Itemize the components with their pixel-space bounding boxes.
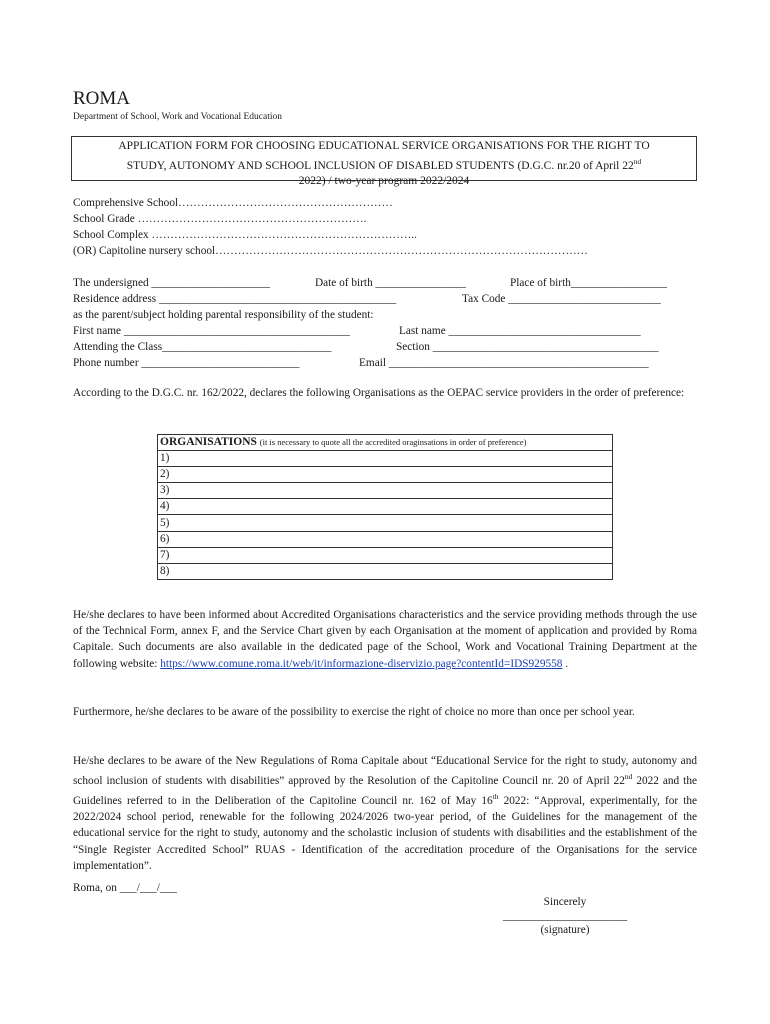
declaration-intro: According to the D.G.C. nr. 162/2022, declares the following Organisations as the OEPAC service providers in the order of preference:: [73, 387, 685, 399]
organisations-header: ORGANISATIONS (it is necessary to quote all the accredited oraginsations in order of preference): [158, 435, 613, 451]
last-name-field[interactable]: Last name __________________________________: [399, 325, 641, 337]
class-field[interactable]: Attending the Class______________________________: [73, 341, 332, 353]
department-name: Department of School, Work and Vocational Education: [73, 112, 282, 122]
organisation-row[interactable]: 4): [158, 499, 613, 515]
place-date-field[interactable]: Roma, on ___/___/___: [73, 882, 177, 894]
organisation-row[interactable]: 5): [158, 515, 613, 531]
first-name-field[interactable]: First name ________________________________________: [73, 325, 350, 337]
organisation-row[interactable]: 1): [158, 451, 613, 467]
organisation-row[interactable]: 3): [158, 483, 613, 499]
form-title-box: [71, 136, 697, 187]
signature-line[interactable]: ______________________: [502, 910, 628, 922]
undersigned-field[interactable]: The undersigned _____________________: [73, 277, 271, 289]
form-title-line: APPLICATION FORM FOR CHOOSING EDUCATIONAL SERVICE ORGANISATIONS FOR THE RIGHT TO: [118, 140, 650, 152]
signature-label: (signature): [540, 924, 590, 936]
school-grade-field[interactable]: School Grade …………………………………………………….: [73, 213, 367, 225]
form-title-line: 2022) / two-year program 2022/2024: [298, 174, 470, 187]
organisation-row[interactable]: 6): [158, 531, 613, 547]
organisation-row[interactable]: 8): [158, 563, 613, 579]
service-info-link[interactable]: https://www.comune.roma.it/web/it/informazione-diservizio.page?contentId=IDS929558: [160, 657, 563, 670]
comprehensive-school-field[interactable]: Comprehensive School…………………………………………………: [73, 197, 393, 209]
choice-paragraph: Furthermore, he/she declares to be aware of the possibility to exercise the right of choice no more than once per school year.: [73, 706, 635, 718]
phone-field[interactable]: Phone number ____________________________: [73, 357, 300, 369]
closing-sincerely: Sincerely: [543, 896, 587, 908]
information-paragraph: He/she declares to have been informed about Accredited Organisations characteristics and the service providing methods through the use of the Technical Form, annex F, and the Service Chart given by each Organisation at the moment of application and provided by Roma Capitale. Such documents are also available in the dedicated page of the School, Work and Vocational Training Department at the following website: https://www.comune.roma.it/web/it/informazione-diservizio.page?contentId=IDS929558 .: [73, 609, 697, 670]
place-of-birth-field[interactable]: Place of birth_________________: [510, 277, 667, 289]
page-title: ROMA: [73, 88, 131, 109]
residence-address-field[interactable]: Residence address __________________________________________: [73, 293, 397, 305]
organisations-table: [157, 434, 613, 580]
parent-line: as the parent/subject holding parental responsibility of the student:: [73, 309, 374, 321]
date-of-birth-field[interactable]: Date of birth ________________: [315, 277, 466, 289]
section-field[interactable]: Section ________________________________________: [396, 341, 659, 353]
form-title-line: STUDY, AUTONOMY AND SCHOOL INCLUSION OF DISABLED STUDENTS (D.G.C. nr.20 of April 22nd: [126, 157, 642, 172]
email-field[interactable]: Email ______________________________________________: [359, 357, 649, 369]
organisation-row[interactable]: 2): [158, 467, 613, 483]
tax-code-field[interactable]: Tax Code ___________________________: [462, 293, 661, 305]
school-complex-field[interactable]: School Complex ……………………………………………………………..: [73, 229, 417, 241]
nursery-school-field[interactable]: (OR) Capitoline nursery school………………………………………………………………………………………: [73, 245, 588, 257]
organisation-row[interactable]: 7): [158, 547, 613, 563]
regulations-paragraph: He/she declares to be aware of the New Regulations of Roma Capitale about “Educational Service for the right to study, autonomy and school inclusion of students with disabilities” approved by the Resolution of the Capitoline Council nr. 20 of April 22nd 2022 and the Guidelines referred to in the Deliberation of the Capitoline Council nr. 162 of May 16th 2022: “Approval, experimentally, for the 2022/2024 school period, renewable for the following 2024/2026 two-year period, of the Guidelines for the management of the educational service for the right to study, autonomy and the scholastic inclusion of students with disabilities and the establishment of the “Single Register Accredited School” RUAS - Identification of the accreditation procedure of the Organisations for the service implementation”.: [73, 755, 697, 872]
